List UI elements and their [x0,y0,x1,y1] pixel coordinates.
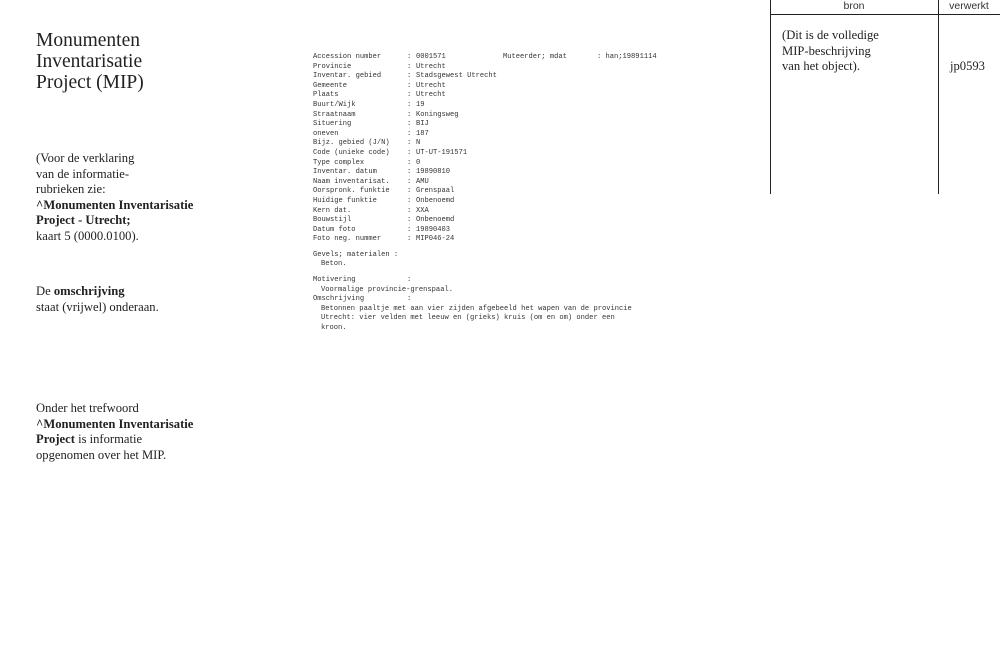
record-label: Foto neg. nummer [313,235,382,244]
record-row [313,139,632,149]
record-label: Code (unieke code) [313,148,390,157]
note-reference: Project [36,432,75,447]
record-value: Betonnen paaltje met aan vier zijden afgebeeld het wapen van de provincie [321,304,632,313]
record-label: Plaats [313,91,339,100]
record-separator: : [407,206,412,215]
record-separator: : [407,62,412,71]
note-reference: ^Monumenten Inventarisatie [36,416,194,431]
record-value: 19890810 [416,168,451,177]
record-label: Gevels; materialen : [313,250,399,259]
keyword-note [36,401,276,463]
record-row [313,235,632,245]
note-text: is informatie [74,432,143,447]
table-header-divider [770,14,1000,15]
record-value: Stadsgewest Utrecht [416,72,497,81]
record-separator: : [407,110,412,119]
record-row [313,226,632,236]
record-value: BIJ [416,120,429,129]
record-row [313,101,632,111]
note-line: staat (vrijwel) onderaan. [36,299,159,314]
record-separator: : [407,53,412,61]
record-value: Grenspaal [416,187,455,196]
record-separator: : [407,158,412,167]
note-keyword: omschrijving [53,284,125,298]
record-value: Utrecht [416,81,446,90]
record-value: Utrecht [416,62,446,71]
title-line: Inventarisatie [36,51,143,72]
record-label: Huidige funktie [313,196,377,205]
record-value: 0 [416,158,421,167]
record-value: UT-UT-191571 [416,148,468,157]
record-label: Bouwstijl [313,216,352,225]
record-separator: : [407,295,412,304]
record-label: Oorspronk. funktie [313,187,390,196]
record-value: Voormalige provincie-grenspaal. [321,285,453,294]
record-separator: : [407,187,412,196]
record-separator: : [407,100,412,109]
record-value: 0001571 [416,53,446,61]
description-note [36,284,276,315]
record-separator: : [407,276,412,285]
bron-line: van het object). [782,59,860,73]
record-value: XXA [416,206,429,215]
record-label: Omschrijving [313,295,365,304]
record-value: 19890403 [416,225,451,234]
record-value: 187 [416,129,429,138]
record-row [313,82,632,92]
record-value: Onbenoemd [416,196,455,205]
note-line: rubrieken zie: [36,182,106,197]
record-separator: : [407,196,412,205]
record-value: Utrecht [416,91,446,100]
record-extra-label: Muteerder; mdat [503,53,567,61]
record-separator: : [407,72,412,81]
title-line: Project (MIP) [36,72,144,93]
record-separator: : [407,177,412,186]
record-label: Motivering [313,276,356,285]
record-omschrijving-line [313,305,632,315]
record-label: Inventar. gebied [313,72,382,81]
record-separator: : [407,139,412,148]
record-row [313,168,632,178]
column-header-verwerkt: verwerkt [949,0,989,12]
record-separator: : [407,129,412,138]
note-line: kaart 5 (0000.0100). [36,228,139,243]
record-label: Situering [313,120,352,129]
record-value: AMU [416,177,429,186]
record-row [313,130,632,140]
record-row [313,149,632,159]
record-row [313,63,632,73]
record-row [313,178,632,188]
bron-line: (Dit is de volledige [782,28,879,42]
mip-record [313,53,657,334]
column-header-bron: bron [843,0,865,12]
record-value: Utrecht: vier velden met leeuw en (grieks) kruis (om en om) onder een [321,314,615,323]
table-column-divider [938,0,939,194]
note-line: Onder het trefwoord [36,401,139,415]
record-motivering-label [313,276,632,286]
bron-line: MIP-beschrijving [782,43,871,58]
explanation-note [36,151,276,245]
record-fields [313,53,657,245]
record-value: Koningsweg [416,110,459,119]
record-value: 19 [416,100,425,109]
record-row [313,216,632,226]
record-row [313,159,632,169]
record-separator: : [407,168,412,177]
record-value: N [416,139,421,148]
page-title [36,30,256,93]
record-motivering-value [313,286,632,296]
verwerkt-cell: jp0593 [950,59,985,73]
record-label: Naam inventarisat. [313,177,390,186]
record-separator: : [407,235,412,244]
record-gevels-label [313,251,632,261]
record-row [313,53,657,63]
record-separator: : [407,91,412,100]
record-row [313,72,632,82]
record-label: Gemeente [313,81,348,90]
record-separator: : [407,148,412,157]
record-omschrijving-label [313,295,632,305]
record-row [313,120,632,130]
record-omschrijving-line [313,314,632,324]
record-label: Type complex [313,158,365,167]
record-label: Straatnaam [313,110,356,119]
record-value: kroon. [321,324,347,333]
record-label: oneven [313,129,339,138]
record-label: Bijz. gebied (J/N) [313,139,390,148]
record-gevels-value [313,260,632,270]
record-row [313,91,632,101]
record-label: Buurt/Wijk [313,100,356,109]
record-row [313,197,632,207]
note-reference: ^Monumenten Inventarisatie [36,197,194,212]
record-row [313,207,632,217]
record-separator: : [407,216,412,225]
record-label: Accession number [313,53,382,61]
note-text: De [36,284,54,298]
record-value: MIP046-24 [416,235,455,244]
record-extra-value: : han;19891114 [597,53,657,61]
record-label: Kern dat. [313,206,352,215]
record-row [313,187,632,197]
note-line: van de informatie- [36,166,130,181]
record-label: Provincie [313,62,352,71]
record-value: Onbenoemd [416,216,455,225]
record-label: Inventar. datum [313,168,377,177]
table-column-divider [770,0,771,194]
note-line: (Voor de verklaring [36,151,135,165]
record-row [313,111,632,121]
record-omschrijving-line [313,324,632,334]
title-line: Monumenten [36,30,140,51]
record-label: Datum foto [313,225,356,234]
bron-cell [782,28,932,75]
record-separator: : [407,225,412,234]
note-reference: Project - Utrecht; [36,213,131,228]
record-value: Beton. [321,260,347,269]
note-line: opgenomen over het MIP. [36,447,167,462]
record-separator: : [407,81,412,90]
record-separator: : [407,120,412,129]
